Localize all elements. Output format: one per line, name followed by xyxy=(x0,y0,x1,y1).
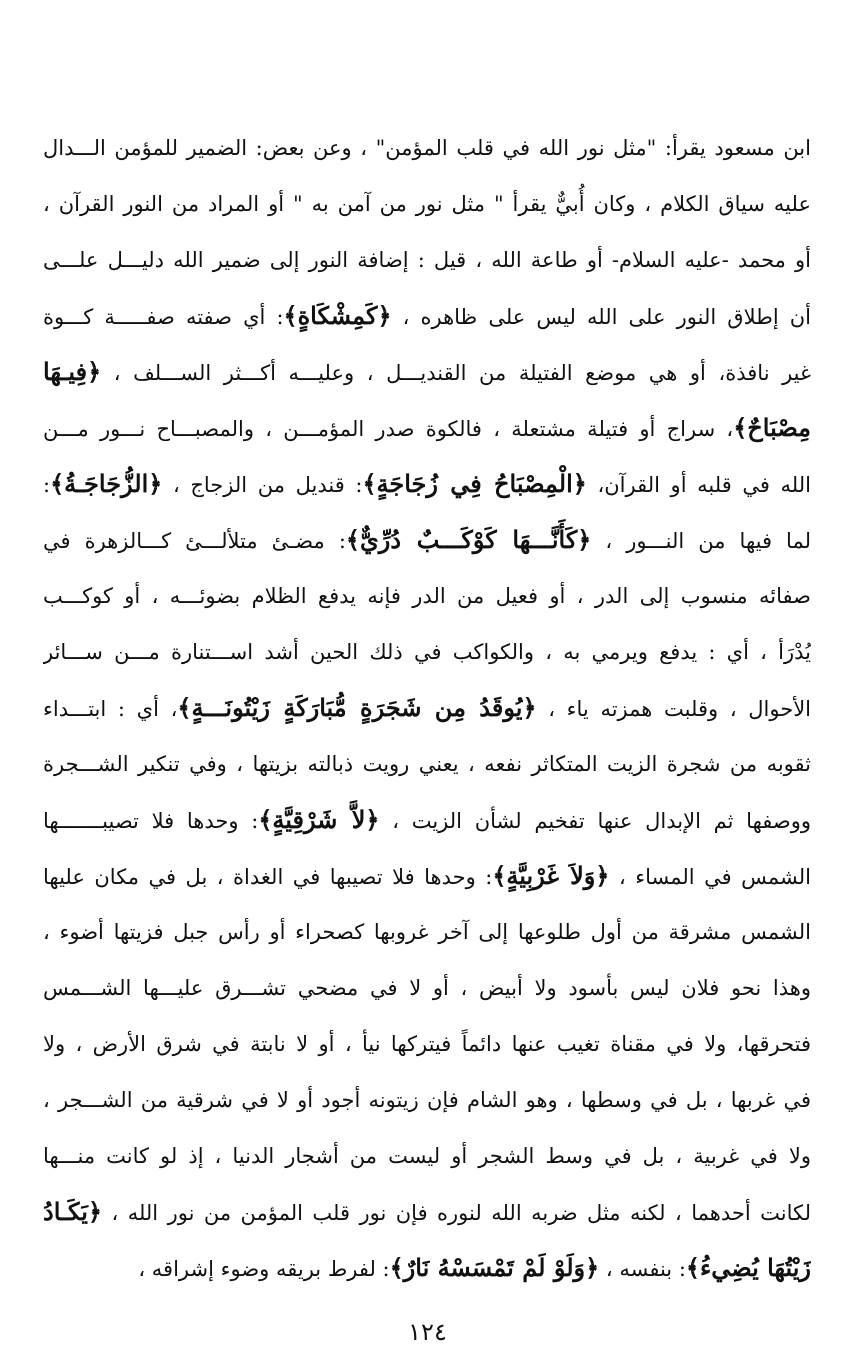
commentary-text: الأحوال ، وقلبت همزته ياء ، xyxy=(536,697,811,721)
commentary-text: : لفرط بريقه وضوء إشراقه ، xyxy=(138,1257,390,1281)
quran-quote: ﴿وَلَوْ لَمْ تَمْسَسْهُ نَارٌ﴾ xyxy=(389,1253,600,1282)
text-line xyxy=(43,1072,811,1128)
commentary-text: ولا في غربية ، بل في وسط الشجر أو ليست من أشجار الدنيا ، إذ لو كانت منـــها xyxy=(43,1144,811,1168)
text-line xyxy=(43,512,811,568)
commentary-text: لما فيها من النـــور ، xyxy=(591,529,811,553)
commentary-text: وهذا نحو فلان ليس بأسود ولا أبيض ، أو لا في مضحي تشـــرق عليـــها الشـــمس xyxy=(43,976,811,1000)
text-line xyxy=(43,120,811,176)
quran-quote: زَيْتُهَا يُضِيءُ﴾ xyxy=(685,1253,811,1282)
commentary-text: : قنديل من الزجاج ، xyxy=(162,473,363,497)
text-line xyxy=(43,1016,811,1072)
body-text xyxy=(43,120,811,1296)
text-line xyxy=(43,400,811,456)
quran-quote: ﴿الزُّجَاجَـةُ﴾ xyxy=(50,469,163,498)
commentary-text: : بنفسه ، xyxy=(599,1257,686,1281)
text-line xyxy=(43,1128,811,1184)
text-line xyxy=(43,456,811,512)
commentary-text: ابن مسعود يقرأ: "مثل نور الله في قلب المؤمن" ، وعن بعض: الضمير للمؤمن الـــدال xyxy=(43,136,811,160)
commentary-text: ، سراج أو فتيلة مشتعلة ، فالكوة صدر المؤمـــن ، والمصبـــاح نـــور مـــن xyxy=(43,417,734,441)
text-line xyxy=(43,232,811,288)
text-line xyxy=(43,624,811,680)
commentary-text: : وحدها فلا تصيبـــــــها xyxy=(43,809,259,833)
quran-quote: ﴿يَكَـادُ xyxy=(43,1197,103,1226)
text-line xyxy=(43,792,811,848)
page-number: ١٢٤ xyxy=(408,1318,447,1346)
text-line xyxy=(43,288,811,344)
text-line xyxy=(43,680,811,736)
commentary-text: ووصفها ثم الإبدال عنها تفخيم لشأن الزيت ، xyxy=(379,809,811,833)
commentary-text: يُدْرَأ ، أي : يدفع ويرمي به ، والكواكب في ذلك الحين أشد اســـتنارة مـــن ســـائر xyxy=(43,640,811,664)
text-line xyxy=(43,736,811,792)
text-line xyxy=(43,568,811,624)
commentary-text: لكانت أحدهما ، لكنه مثل ضربه الله لنوره فإن نور قلب المؤمن من نور الله ، xyxy=(102,1201,811,1225)
text-line xyxy=(43,344,811,400)
commentary-text: ، أي : ابتـــداء xyxy=(43,697,178,721)
quran-quote: مِصْبَاحٌ﴾ xyxy=(733,413,811,442)
text-line xyxy=(43,904,811,960)
quran-quote: ﴿لاَّ شَرْقِيَّةٍ﴾ xyxy=(258,805,380,834)
commentary-text: : مضـئ متلألـــئ كـــالزهرة في xyxy=(43,529,346,553)
quran-quote: ﴿كَمِشْكَاةٍ﴾ xyxy=(283,301,392,330)
commentary-text: في غربها ، بل في وسطها ، وهو الشام فإن زيتونه أجود أو لا في شرقية من الشـــجر ، xyxy=(43,1088,811,1112)
commentary-text: الله في قلبه أو القرآن، xyxy=(586,473,811,497)
quran-quote: ﴿يُوقَدُ مِن شَجَرَةٍ مُّبَارَكَةٍ زَيْتُونَـــةٍ﴾ xyxy=(177,693,537,722)
commentary-text: الشمس مشرقة من أول طلوعها إلى آخر غروبها كصحراء أو رأس جبل فزيتها أضوء ، xyxy=(43,920,811,944)
commentary-text: الشمس في المساء ، xyxy=(609,865,811,889)
quran-quote: ﴿وَلاَ غَرْبِيَّةٍ﴾ xyxy=(492,861,610,890)
text-line xyxy=(43,960,811,1016)
commentary-text: : وحدها فلا تصيبها في الغداة ، بل في مكان عليها xyxy=(43,865,493,889)
text-line xyxy=(43,848,811,904)
text-line xyxy=(43,1184,811,1240)
commentary-text: أو محمد -عليه السلام- أو طاعة الله ، قيل : إضافة النور إلى ضمير الله دليـــل علـــى xyxy=(43,248,811,272)
commentary-text: صفائه منسوب إلى الدر ، أو فعيل من الدر فإنه يدفع الظلام بضوئـــه ، أو كوكـــب xyxy=(43,584,811,608)
text-line xyxy=(43,176,811,232)
commentary-text: فتحرقها، ولا في مقناة تغيب عنها دائماً فيتركها نيأ ، أو لا نابتة في شرق الأرض ، ولا xyxy=(43,1032,811,1056)
commentary-text: أن إطلاق النور على الله ليس على ظاهره ، xyxy=(391,305,811,329)
quran-quote: ﴿الْمِصْبَاحُ فِي زُجَاجَةٍ﴾ xyxy=(362,469,587,498)
commentary-text: عليه سياق الكلام ، وكان أُبيٌّ يقرأ " مثل نور من آمن به " أو المراد من النور القرآن ، xyxy=(43,192,811,216)
commentary-text: غير نافذة، أو هي موضع الفتيلة من القنديـــل ، وعليـــه أكـــثر الســـلف ، xyxy=(101,361,811,385)
commentary-text: : أي صفته صفـــــة كـــوة xyxy=(43,305,284,329)
commentary-text: ثقوبه من شجرة الزيت المتكاثر نفعه ، يعني رويت ذبالته بزيتها ، وفي تنكير الشـــجرة xyxy=(43,752,811,776)
quran-quote: ﴿فِيـهَا xyxy=(43,357,102,386)
commentary-text: : xyxy=(43,473,51,497)
text-line xyxy=(43,1240,811,1296)
quran-quote: ﴿كَأَنَّـــهَا كَوْكَـــبٌ دُرِّيٌّ﴾ xyxy=(345,525,592,554)
